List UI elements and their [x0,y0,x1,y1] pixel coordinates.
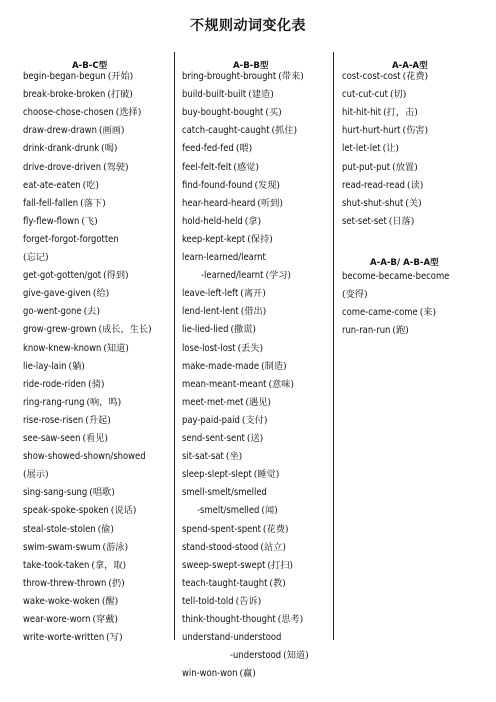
verb-forms: win-won-won [182,668,238,680]
verb-meaning: (得到) [103,270,129,282]
verb-entry [342,325,409,337]
column-header: A-B-B型 [233,61,269,71]
verb-entry [182,216,261,228]
verb-entry [23,162,129,174]
verb-meaning: (打，击) [383,107,418,119]
verb-meaning: (变得) [342,289,368,301]
verb-entry [182,433,263,445]
verb-forms: read-read-read [342,179,406,191]
verb-entry [342,198,422,210]
verb-entry [23,361,85,373]
verb-meaning: (站立) [260,541,286,553]
column-divider-2 [333,52,334,640]
verb-entry [182,288,266,300]
verb-entry [23,560,126,572]
verb-forms: rise-rose-risen [23,414,84,426]
verb-meaning: (升起) [85,414,111,426]
verb-entry [182,234,273,246]
verb-forms: pay-paid-paid [182,414,240,426]
verb-entry [23,415,111,427]
verb-entry [182,89,274,101]
verb-forms: become-became-become [342,271,450,282]
verb-entry [182,451,242,463]
verb-meaning: (日落) [388,215,415,227]
verb-entry [182,270,291,282]
verb-entry [182,379,294,391]
verb-entry [182,668,256,680]
verb-entry [23,89,133,101]
verb-meaning: (离开) [240,288,266,300]
verb-meaning: (拿，取) [91,559,127,571]
verb-forms: mean-meant-meant [182,378,267,390]
verb-forms: shut-shut-shut [342,197,404,209]
verb-entry [23,343,129,355]
verb-entry [23,306,100,318]
verb-meaning: (知道) [103,342,129,354]
verb-forms: sing-sang-sung [23,487,88,499]
verb-entry [182,487,267,499]
verb-entry [23,234,119,246]
verb-forms: ride-rode-riden [23,378,87,390]
verb-forms: throw-threw-thrown [23,577,107,589]
verb-meaning: (打扫) [267,559,293,571]
verb-meaning: (知道) [283,650,309,662]
verb-meaning: (发现) [254,179,281,191]
verb-meaning: (让) [382,143,399,155]
page-title: 不规则动词变化表 [190,18,306,34]
verb-forms: sit-sat-sat [182,451,224,463]
verb-meaning: (制造) [261,360,287,372]
verb-forms: go-went-gone [23,306,82,318]
verb-meaning: (支付) [241,414,268,426]
verb-forms: -smelt/smelled [197,505,260,517]
verb-meaning: (去) [83,306,100,318]
verb-meaning: (撒谎) [230,324,256,336]
verb-entry [182,632,281,644]
verb-forms: spend-spent-spent [182,523,261,535]
verb-forms: stand-stood-stood [182,541,259,553]
verb-meaning: (跑) [392,325,409,337]
verb-forms: bring-brought-brought [182,71,277,82]
verb-meaning: (坐) [225,451,243,463]
verb-forms: meet-met-met [182,396,244,408]
verb-forms: know-knew-known [23,342,102,354]
verb-forms: learn-learned/learnt [182,252,266,263]
verb-meaning: (告诉) [235,595,262,607]
verb-entry [342,289,368,301]
verb-forms: see-saw-seen [23,433,81,444]
verb-meaning: (看见) [82,433,108,444]
verb-entry [182,578,286,590]
verb-entry [23,324,152,336]
verb-forms: smell-smelt/smelled [182,487,267,499]
verb-meaning: (建造) [248,89,274,101]
verb-entry [23,270,129,282]
verb-meaning: (飞) [81,215,98,227]
verb-meaning: (响，鸣) [86,396,122,408]
verb-entry [182,560,293,572]
verb-entry [23,125,124,137]
verb-forms: come-came-come [342,307,418,319]
verb-forms: break-broke-broken [23,89,106,101]
verb-meaning: (买) [265,107,282,119]
verb-forms: choose-chose-chosen [23,107,114,119]
verb-entry [23,487,115,499]
verb-meaning: (开始) [107,71,134,82]
verb-entry [23,451,146,463]
verb-forms: steal-stole-stolen [23,523,96,535]
verb-forms: lie-lied-lied [182,324,229,336]
verb-meaning: (给) [92,288,110,300]
verb-meaning: (说话) [110,505,137,517]
verb-forms: catch-caught-caught [182,125,270,137]
verb-meaning: (关) [405,197,422,209]
verb-entry [23,632,123,644]
verb-forms: hurt-hurt-hurt [342,125,401,137]
verb-forms: cost-cost-cost [342,71,401,82]
verb-meaning: (吃) [82,179,99,191]
verb-forms: keep-kept-kept [182,233,246,245]
verb-forms: feed-fed-fed [182,143,234,155]
verb-entry [182,107,282,119]
verb-meaning: (听到) [257,197,283,209]
verb-forms: draw-drew-drawn [23,125,97,137]
verb-forms: send-sent-sent [182,433,245,444]
verb-forms: ring-rang-rung [23,396,85,408]
verb-entry [182,252,266,264]
verb-entry [23,524,114,536]
verb-forms: sleep-slept-slept [182,469,252,481]
verb-forms: buy-bought-bought [182,107,264,119]
verb-forms: make-made-made [182,360,260,372]
verb-meaning: (意味) [268,378,295,390]
verb-entry [342,107,418,119]
verb-meaning: (伤害) [402,125,429,137]
verb-entry [342,125,428,137]
verb-entry [23,379,104,391]
verb-forms: wake-woke-woken [23,595,100,607]
verb-entry [182,415,267,427]
verb-meaning: (赢) [239,668,256,680]
verb-forms: speak-spoke-spoken [23,505,109,517]
verb-forms: cut-cut-cut [342,89,388,101]
verb-entry [23,143,117,155]
column-header: A-B-C型 [72,61,108,71]
verb-forms: lend-lent-lent [182,306,239,318]
verb-forms: drink-drank-drunk [23,143,100,155]
verb-entry [23,469,49,481]
verb-forms: run-ran-run [342,325,391,337]
verb-entry [182,469,279,481]
verb-meaning: (放置) [392,161,418,173]
verb-entry [23,252,49,264]
verb-forms: drive-drove-driven [23,161,102,173]
verb-meaning: (打破) [107,89,133,101]
verb-forms: let-let-let [342,143,381,155]
verb-entry [182,650,309,662]
verb-forms: grow-grew-grown [23,324,97,336]
verb-entry [342,307,436,319]
verb-entry [182,125,297,137]
verb-entry [23,578,125,590]
verb-forms: fall-fell-fallen [23,197,79,209]
verb-meaning: (唱歌) [89,487,115,499]
verb-meaning: (选择) [115,107,142,119]
verb-entry [182,505,278,517]
verb-meaning: (花费) [402,71,429,82]
verb-entry [23,216,98,228]
verb-entry [342,271,449,283]
verb-forms: understand-understood [182,632,282,644]
verb-forms: write-worte-written [23,632,105,644]
verb-meaning: (保持) [247,233,273,245]
verb-meaning: (喂) [235,143,253,155]
verb-forms: hit-hit-hit [342,107,382,119]
column-header-2: A-A-B/ A-B-A型 [370,258,439,268]
verb-forms: begin-began-begun [23,71,106,82]
verb-meaning: (带来) [278,71,304,82]
verb-entry [342,180,423,192]
verb-entry [182,361,287,373]
verb-meaning: (驾驶) [103,161,129,173]
verb-forms: take-took-taken [23,559,90,571]
verb-forms: feel-felt-felt [182,161,232,173]
verb-entry [182,143,252,155]
verb-meaning: (游泳) [102,541,129,553]
verb-meaning: (思考) [277,614,304,625]
verb-entry [182,306,266,318]
verb-entry [342,89,406,101]
verb-entry [182,397,271,409]
verb-meaning: (抓住) [271,125,298,137]
verb-meaning: (丢失) [237,342,264,354]
verb-entry [23,180,99,192]
verb-entry [182,524,288,536]
verb-forms: sweep-swept-swept [182,559,266,571]
column-header: A-A-A型 [392,61,428,71]
verb-forms: give-gave-given [23,288,91,300]
verb-meaning: (教) [269,577,286,589]
verb-meaning: (读) [407,179,424,191]
verb-entry [182,324,256,336]
verb-entry [182,162,259,174]
verb-forms: lie-lay-lain [23,360,67,372]
verb-entry [23,71,133,83]
verb-entry [342,216,414,228]
verb-forms: hear-heard-heard [182,197,256,209]
verb-entry [182,180,280,192]
verb-meaning: (偷) [97,523,114,535]
verb-meaning: (送) [246,433,264,444]
verb-meaning: (躺) [68,360,85,372]
verb-meaning: (花费) [262,523,289,535]
verb-entry [342,143,399,155]
verb-entry [342,162,418,174]
verb-meaning: (学习) [265,270,291,282]
verb-meaning: (落下) [80,197,106,209]
verb-forms: find-found-found [182,179,253,191]
verb-meaning: (成长，生长) [98,324,152,336]
verb-meaning: (醒) [101,595,119,607]
verb-forms: lose-lost-lost [182,342,236,354]
verb-forms: wear-wore-worn [23,614,91,625]
verb-meaning: (感觉) [233,161,259,173]
verb-entry [182,542,286,554]
verb-meaning: (喝) [101,143,118,155]
verb-forms: tell-told-told [182,595,234,607]
verb-entry [23,614,118,626]
verb-forms: leave-left-left [182,288,239,300]
verb-meaning: (遇见) [245,396,271,408]
verb-meaning: (扔) [108,577,125,589]
verb-entry [23,505,136,517]
verb-entry [23,433,108,445]
verb-meaning: (闻) [261,505,278,517]
verb-forms: forget-forgot-forgotten [23,233,119,245]
verb-meaning: (穿戴) [92,614,118,625]
verb-forms: -understood [230,650,282,662]
verb-meaning: (忘记) [23,252,49,263]
verb-meaning: (睡觉) [253,469,280,481]
verb-forms: swim-swam-swum [23,541,101,553]
verb-entry [182,343,263,355]
verb-forms: teach-taught-taught [182,577,268,589]
verb-meaning: (写) [106,632,123,644]
verb-entry [182,596,261,608]
verb-meaning: (画画) [98,125,125,137]
verb-meaning: (来) [419,307,437,319]
verb-meaning: (展示) [23,469,49,481]
verb-forms: set-set-set [342,215,387,227]
verb-entry [342,71,428,83]
verb-forms: put-put-put [342,161,391,173]
verb-forms: think-thought-thought [182,614,276,625]
verb-entry [182,198,283,210]
verb-forms: get-got-gotten/got [23,270,102,282]
verb-entry [23,397,121,409]
verb-meaning: (借出) [240,306,267,318]
verb-entry [23,198,106,210]
verb-forms: eat-ate-eaten [23,179,81,191]
verb-entry [182,71,304,83]
verb-meaning: (拿) [244,215,262,227]
verb-meaning: (骑) [88,378,105,390]
verb-entry [23,542,128,554]
verb-entry [23,107,141,119]
column-divider-1 [174,52,175,640]
verb-forms: build-built-built [182,89,247,101]
verb-forms: fly-flew-flown [23,215,80,227]
verb-entry [23,288,109,300]
verb-forms: hold-held-held [182,215,243,227]
verb-entry [23,596,118,608]
verb-meaning: (切) [389,89,407,101]
verb-entry [182,614,303,626]
verb-forms: show-showed-shown/showed [23,451,146,463]
verb-forms: -learned/learnt [201,270,264,282]
